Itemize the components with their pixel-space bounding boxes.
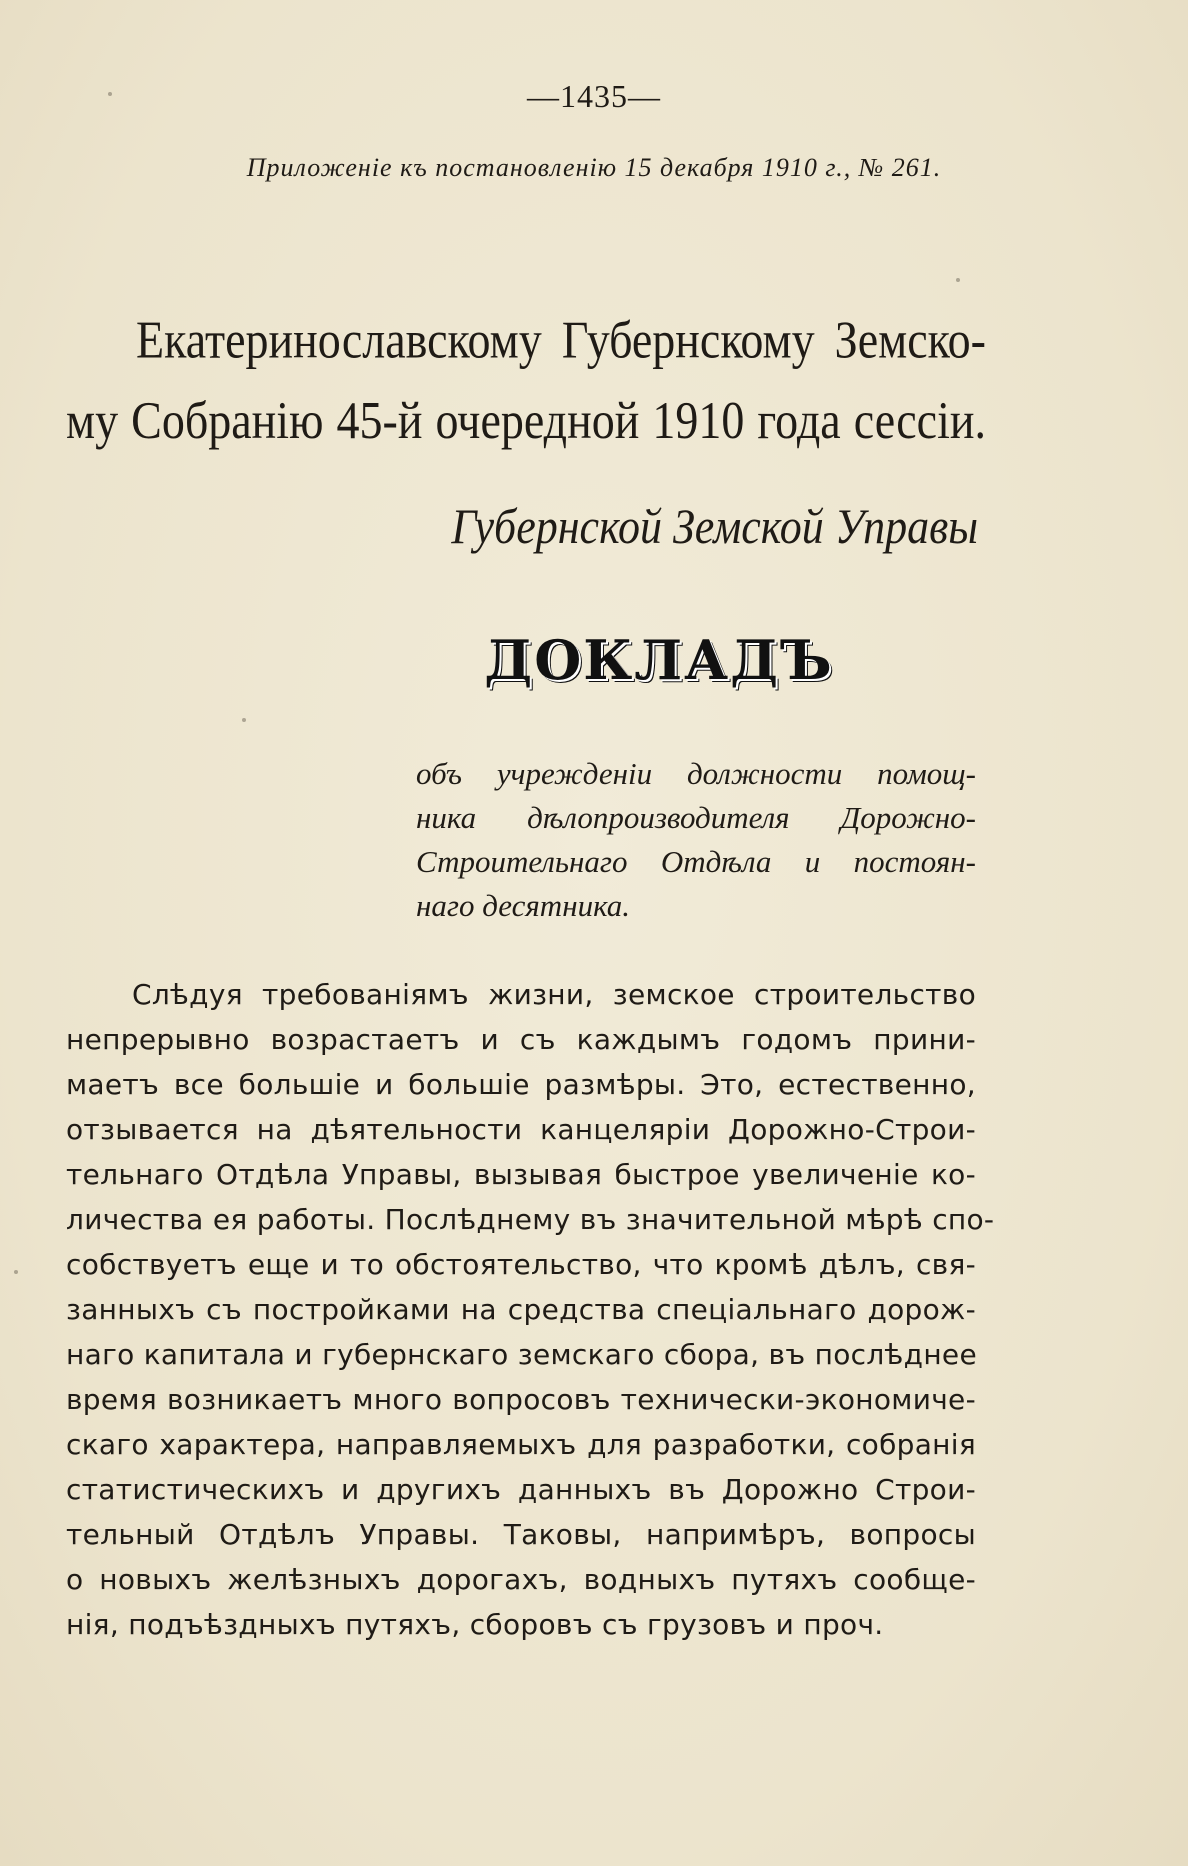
subject-line: объ учрежденіи должности помощ- bbox=[416, 756, 976, 791]
subject-line: Строительнаго Отдѣла и постоян- bbox=[416, 844, 976, 879]
report-heading: ДОКЛАДЪ bbox=[484, 628, 834, 692]
body-line: о новыхъ желѣзныхъ дорогахъ, водныхъ путяхъ сообще- bbox=[66, 1563, 976, 1596]
subject-line: ника дѣлопроизводителя Дорожно- bbox=[416, 800, 976, 835]
body-line: непрерывно возрастаетъ и съ каждымъ годомъ прини- bbox=[66, 1023, 976, 1056]
paper-speck bbox=[242, 718, 246, 722]
body-line: наго капитала и губернскаго земскаго сбора, въ послѣднее bbox=[66, 1338, 977, 1371]
body-line: Слѣдуя требованіямъ жизни, земское строительство bbox=[132, 978, 976, 1011]
body-line: скаго характера, направляемыхъ для разработки, собранія bbox=[66, 1428, 976, 1461]
document-title bbox=[66, 300, 986, 461]
body-line: отзывается на дѣятельности канцеляріи Дорожно-Строи- bbox=[66, 1113, 976, 1146]
body-line: время возникаетъ много вопросовъ технически-экономиче- bbox=[66, 1383, 976, 1416]
body-paragraph bbox=[66, 972, 995, 1647]
paper-speck bbox=[14, 1270, 18, 1274]
body-line: нія, подъѣздныхъ путяхъ, сборовъ съ грузовъ и проч. bbox=[66, 1608, 884, 1641]
body-line: тельный Отдѣлъ Управы. Таковы, напримѣръ, вопросы bbox=[66, 1518, 976, 1551]
body-line: статистическихъ и другихъ данныхъ въ Дорожно Строи- bbox=[66, 1473, 976, 1506]
title-line: му Собранію 45-й очередной 1910 года сессіи. bbox=[66, 390, 986, 450]
appendix-note: Приложеніе къ постановленію 15 декабря 1910 г., № 261. bbox=[246, 153, 942, 182]
body-line: занныхъ съ постройками на средства спеціальнаго дорож- bbox=[66, 1293, 976, 1326]
report-subject bbox=[416, 752, 976, 928]
body-line: маетъ все большіе и большіе размѣры. Это, естественно, bbox=[66, 1068, 976, 1101]
body-line: собствуетъ еще и то обстоятельство, что кромѣ дѣлъ, свя- bbox=[66, 1248, 976, 1281]
body-line: тельнаго Отдѣла Управы, вызывая быстрое увеличеніе ко- bbox=[66, 1158, 976, 1191]
title-line: Екатеринославскому Губернскому Земско- bbox=[136, 310, 986, 369]
page-number: —1435— bbox=[527, 78, 661, 114]
paper-speck bbox=[108, 92, 112, 96]
paper-speck bbox=[956, 278, 960, 282]
body-line: личества ея работы. Послѣднему въ значительной мѣрѣ спо- bbox=[66, 1203, 995, 1236]
author-line: Губернской Земской Управы bbox=[451, 499, 978, 554]
subject-line: наго десятника. bbox=[416, 888, 631, 923]
